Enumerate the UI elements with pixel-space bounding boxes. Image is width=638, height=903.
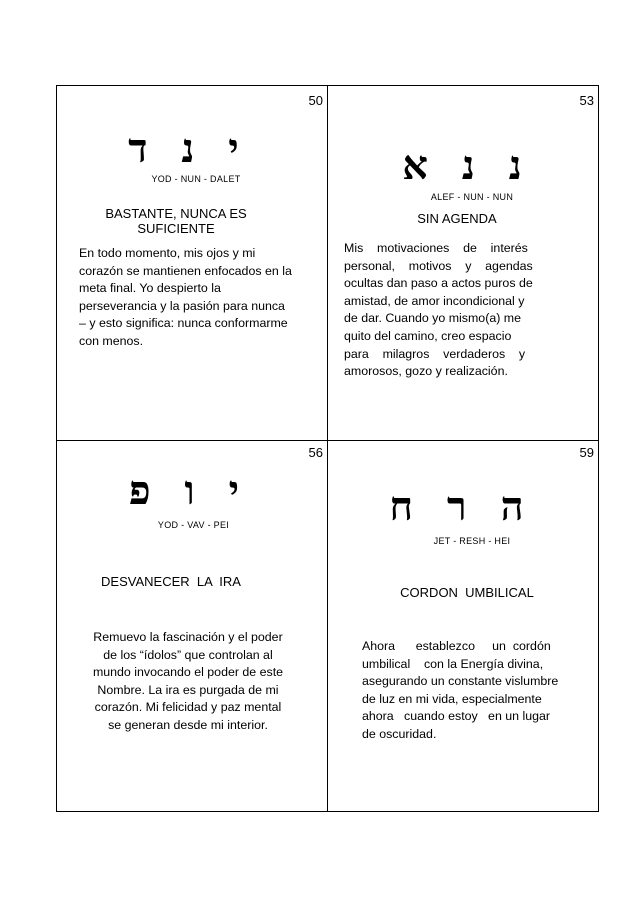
hebrew-letters: ה ר ח	[389, 483, 534, 530]
body-line: Remuevo la fascinación y el poder	[93, 630, 283, 644]
body-line: de luz en mi vida, especialmente	[362, 691, 542, 706]
body-line: personal, motivos y agendas	[344, 258, 533, 273]
body-line: En todo momento, mis ojos y mi	[79, 246, 256, 260]
transliteration: YOD - VAV - PEI	[157, 520, 230, 530]
body-line: meta final. Yo despierto la	[79, 281, 221, 296]
transliteration: JET - RESH - HEI	[433, 536, 511, 546]
card-56	[56, 440, 327, 811]
card-59	[327, 440, 598, 811]
card-body	[79, 224, 309, 351]
body-line: se generan desde mi interior.	[108, 717, 268, 732]
body-line: con menos.	[79, 333, 144, 348]
body-line: umbilical con la Energía divina,	[362, 656, 544, 671]
body-line: de oscuridad.	[362, 726, 437, 741]
body-line: de dar. Cuando yo mismo(a) me	[344, 311, 521, 326]
title-line: SUFICIENTE	[137, 221, 215, 236]
title-line: DESVANECER LA IRA	[101, 574, 241, 589]
card-body	[83, 629, 293, 735]
card-title	[367, 211, 547, 226]
title-line: BASTANTE, NUNCA ES	[105, 206, 247, 221]
title-line: SIN AGENDA	[417, 211, 497, 226]
body-line: asegurando un constante vislumbre	[362, 674, 559, 689]
hebrew-letters: נ נ א	[402, 142, 532, 189]
card-title	[377, 585, 557, 600]
body-line: de los “ídolos” que controlan al	[103, 647, 273, 662]
body-line: mundo invocando el poder de este	[92, 665, 284, 680]
body-line: Nombre. La ira es purgada de mi	[97, 682, 279, 697]
card-number: 56	[308, 445, 323, 460]
card-grid	[56, 85, 599, 812]
body-line: amistad, de amor incondicional y	[344, 293, 525, 308]
card-body	[362, 638, 572, 744]
grid-line-right	[598, 85, 599, 812]
card-number: 53	[579, 93, 594, 108]
card-body	[344, 240, 557, 381]
transliteration: ALEF - NUN - NUN	[430, 192, 514, 202]
body-line: ahora cuando estoy en un lugar	[362, 709, 551, 724]
body-line: – y esto significa: nunca conformarme	[79, 316, 288, 331]
card-number: 59	[579, 445, 594, 460]
body-line: Mis motivaciones de interés	[344, 241, 528, 255]
card-53	[327, 85, 598, 440]
body-line: amorosos, gozo y realización.	[344, 364, 508, 379]
hebrew-letters: י נ ד	[128, 125, 249, 172]
transliteration: YOD - NUN - DALET	[151, 174, 241, 184]
hebrew-letters: י ו פ	[128, 467, 250, 514]
card-50	[56, 85, 327, 440]
card-title	[76, 574, 266, 589]
card-number: 50	[308, 93, 323, 108]
body-line: perseverancia y la pasión para nunca	[79, 298, 285, 313]
body-line: Ahora establezco un cordón	[362, 639, 551, 653]
body-line: quito del camino, creo espacio	[344, 328, 512, 343]
body-line: ocultas dan paso a actos puros de	[344, 276, 533, 291]
body-line: corazón. Mi felicidad y paz mental	[94, 700, 282, 715]
body-line: corazón se mantienen enfocados en la	[79, 263, 292, 278]
body-line: para milagros verdaderos y	[344, 346, 526, 361]
title-line: CORDON UMBILICAL	[400, 585, 534, 600]
